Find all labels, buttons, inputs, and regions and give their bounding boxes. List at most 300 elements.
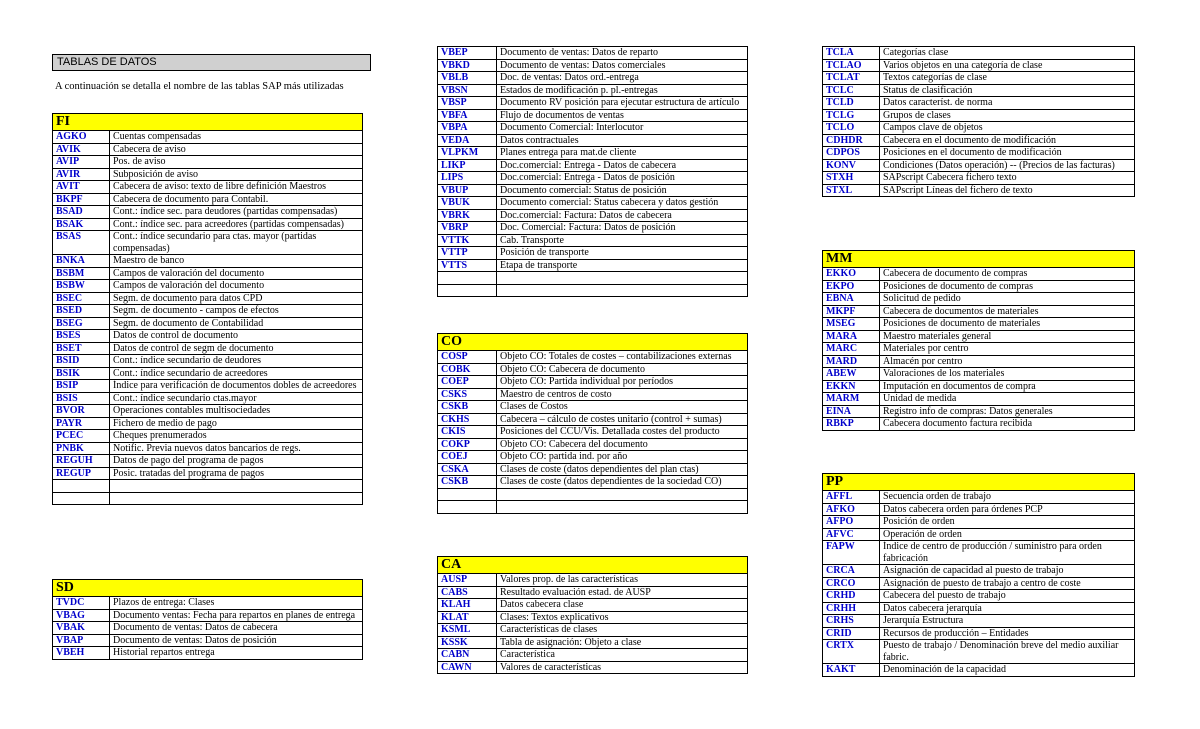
table-description-cell: Característica xyxy=(497,649,748,662)
table-code-cell: AFVC xyxy=(823,528,880,541)
empty-row xyxy=(438,501,748,514)
table-code-cell: VBFA xyxy=(438,109,497,122)
table-description-cell: Cabecera de aviso xyxy=(110,143,363,156)
table-code-cell: KSSK xyxy=(438,636,497,649)
table-code-cell: PAYR xyxy=(53,417,110,430)
table-code-cell: BSBM xyxy=(53,267,110,280)
table-row xyxy=(823,602,1135,615)
section-header-row xyxy=(823,251,1135,268)
table-row xyxy=(823,330,1135,343)
table-description-cell: Campos de valoración del documento xyxy=(110,280,363,293)
section-header-row xyxy=(438,334,748,351)
table-description-cell: Campos clave de objetos xyxy=(880,122,1135,135)
table-description-cell: Valores de características xyxy=(497,661,748,674)
table-row xyxy=(438,388,748,401)
table-row xyxy=(53,405,363,418)
table-row xyxy=(438,611,748,624)
table-code-cell: BKPF xyxy=(53,193,110,206)
table-description-cell: Condiciones (Datos operación) -- (Precios de las facturas) xyxy=(880,159,1135,172)
table-row xyxy=(438,59,748,72)
table-row xyxy=(438,222,748,235)
table-description-cell: Objeto CO: partida ind. por año xyxy=(497,451,748,464)
table-description-cell: Documento comercial: Status de posición xyxy=(497,184,748,197)
table-row xyxy=(53,367,363,380)
table-description-cell: Cabecera de aviso: texto de libre definición Maestros xyxy=(110,181,363,194)
section-header: SD xyxy=(53,580,363,597)
table-code-cell: KLAH xyxy=(438,599,497,612)
table-description-cell: Datos de pago del programa de pagos xyxy=(110,455,363,468)
table-description-cell: Documento de ventas: Datos de reparto xyxy=(497,47,748,60)
table-row xyxy=(438,376,748,389)
table-code-cell: BSEC xyxy=(53,292,110,305)
table-row xyxy=(53,168,363,181)
table-row xyxy=(438,134,748,147)
table-row xyxy=(823,615,1135,628)
table-row xyxy=(438,599,748,612)
table-row xyxy=(823,268,1135,281)
table-row xyxy=(438,451,748,464)
table-description-cell: Cabecera en el documento de modificación xyxy=(880,134,1135,147)
table-description-cell: Status de clasificación xyxy=(880,84,1135,97)
table-row xyxy=(823,184,1135,197)
table-description-cell: Documento Comercial: Interlocutor xyxy=(497,122,748,135)
table-row xyxy=(438,84,748,97)
table-description-cell: Maestro de centros de costo xyxy=(497,388,748,401)
section-table xyxy=(822,250,1135,431)
table-description-cell: Doc. de ventas: Datos ord.-entrega xyxy=(497,72,748,85)
table-description-cell: Clases de Costos xyxy=(497,401,748,414)
table-row xyxy=(53,292,363,305)
table-description-cell: Subposición de aviso xyxy=(110,168,363,181)
table-code-cell: VLPKM xyxy=(438,147,497,160)
table-code-cell: BSAD xyxy=(53,206,110,219)
table-code-cell: TCLD xyxy=(823,97,880,110)
table-row xyxy=(823,491,1135,504)
section-table xyxy=(52,113,363,505)
table-row xyxy=(823,134,1135,147)
table-code-cell: CSKB xyxy=(438,401,497,414)
table-code-cell: ABEW xyxy=(823,368,880,381)
table-row xyxy=(438,661,748,674)
table-code-cell: COEP xyxy=(438,376,497,389)
section-header: CO xyxy=(438,334,748,351)
table-row xyxy=(438,574,748,587)
table-description-cell: Cont.: índice secundario de acreedores xyxy=(110,367,363,380)
empty-cell xyxy=(438,501,497,514)
table-row xyxy=(438,209,748,222)
table-code-cell: MARA xyxy=(823,330,880,343)
empty-row xyxy=(438,488,748,501)
table-row xyxy=(823,541,1135,565)
table-description-cell: Objeto CO: Totales de costes – contabilizaciones externas xyxy=(497,351,748,364)
section-table xyxy=(822,46,1135,197)
table-row xyxy=(438,586,748,599)
table-code-cell: EKKO xyxy=(823,268,880,281)
table-row xyxy=(823,577,1135,590)
table-code-cell: CRTX xyxy=(823,640,880,664)
table-row xyxy=(438,47,748,60)
table-description-cell: Doc.comercial: Entrega - Datos de posición xyxy=(497,172,748,185)
table-code-cell: VEDA xyxy=(438,134,497,147)
table-description-cell: Documento de ventas: Datos de posición xyxy=(110,634,363,647)
table-code-cell: CSKB xyxy=(438,476,497,489)
table-code-cell: CSKS xyxy=(438,388,497,401)
table-code-cell: AUSP xyxy=(438,574,497,587)
table-code-cell: CRCA xyxy=(823,565,880,578)
table-description-cell: Índice para verificación de documentos dobles de acreedores xyxy=(110,380,363,393)
table-row xyxy=(53,622,363,635)
table-row xyxy=(438,172,748,185)
table-row xyxy=(53,156,363,169)
table-row xyxy=(823,627,1135,640)
table-description-cell: Flujo de documentos de ventas xyxy=(497,109,748,122)
table-row xyxy=(823,393,1135,406)
table-description-cell: Maestro materiales general xyxy=(880,330,1135,343)
table-description-cell: Posición de transporte xyxy=(497,247,748,260)
table-description-cell: Características de clases xyxy=(497,624,748,637)
section-header: PP xyxy=(823,474,1135,491)
table-ca xyxy=(437,556,748,674)
table-description-cell: Fichero de medio de pago xyxy=(110,417,363,430)
table-row xyxy=(438,109,748,122)
table-description-cell: SAPscript Líneas del fichero de texto xyxy=(880,184,1135,197)
table-code-cell: VBRP xyxy=(438,222,497,235)
table-code-cell: BSIS xyxy=(53,392,110,405)
table-code-cell: REGUP xyxy=(53,467,110,480)
table-description-cell: Pos. de aviso xyxy=(110,156,363,169)
table-pp xyxy=(822,473,1135,677)
table-code-cell: BSID xyxy=(53,355,110,368)
table-code-cell: MARD xyxy=(823,355,880,368)
table-code-cell: TCLC xyxy=(823,84,880,97)
table-row xyxy=(823,368,1135,381)
table-description-cell: Historial repartos entrega xyxy=(110,647,363,660)
table-row xyxy=(823,72,1135,85)
table-row xyxy=(438,636,748,649)
table-description-cell: Datos cabecera clase xyxy=(497,599,748,612)
table-code-cell: KONV xyxy=(823,159,880,172)
table-row xyxy=(823,503,1135,516)
empty-row xyxy=(53,492,363,505)
table-description-cell: Jerarquía Estructura xyxy=(880,615,1135,628)
table-code-cell: COEJ xyxy=(438,451,497,464)
table-row xyxy=(823,516,1135,529)
table-code-cell: CRHH xyxy=(823,602,880,615)
table-row xyxy=(53,455,363,468)
table-description-cell: Denominación de la capacidad xyxy=(880,664,1135,677)
table-code-cell: VBUP xyxy=(438,184,497,197)
table-code-cell: BSBW xyxy=(53,280,110,293)
table-code-cell: COSP xyxy=(438,351,497,364)
section-table xyxy=(437,333,748,514)
table-code-cell: AFFL xyxy=(823,491,880,504)
section-table xyxy=(822,473,1135,677)
table-description-cell: Objeto CO: Cabecera del documento xyxy=(497,438,748,451)
section-header: FI xyxy=(53,114,363,131)
table-description-cell: Cabecera de documento para Contabil. xyxy=(110,193,363,206)
table-row xyxy=(53,143,363,156)
table-code-cell: VTTP xyxy=(438,247,497,260)
table-code-cell: VBLB xyxy=(438,72,497,85)
table-code-cell: MARM xyxy=(823,393,880,406)
table-row xyxy=(823,305,1135,318)
table-description-cell: Varios objetos en una categoría de clase xyxy=(880,59,1135,72)
table-description-cell: Datos de control de documento xyxy=(110,330,363,343)
table-row xyxy=(438,401,748,414)
table-row xyxy=(823,380,1135,393)
table-description-cell: Cont.: índice secundario para ctas. mayor (partidas compensadas) xyxy=(110,231,363,255)
table-code-cell: VBAG xyxy=(53,609,110,622)
table-description-cell: Valores prop. de las características xyxy=(497,574,748,587)
table-row xyxy=(53,355,363,368)
empty-cell xyxy=(497,501,748,514)
table-row xyxy=(823,47,1135,60)
section-table xyxy=(437,46,748,297)
table-row xyxy=(823,172,1135,185)
table-row xyxy=(53,417,363,430)
table-description-cell: Textos categorías de clase xyxy=(880,72,1135,85)
table-code-cell: AVIT xyxy=(53,181,110,194)
table-code-cell: BSEG xyxy=(53,317,110,330)
table-description-cell: Cont.: índice sec. para acreedores (partidas compensadas) xyxy=(110,218,363,231)
table-code-cell: EBNA xyxy=(823,293,880,306)
section-header: CA xyxy=(438,557,748,574)
table-description-cell: Cont.: índice secundario ctas.mayor xyxy=(110,392,363,405)
table-row xyxy=(438,363,748,376)
table-code-cell: KAKT xyxy=(823,664,880,677)
table-code-cell: VBAK xyxy=(53,622,110,635)
empty-cell xyxy=(497,488,748,501)
table-code-cell: CDHDR xyxy=(823,134,880,147)
table-row xyxy=(53,206,363,219)
table-row xyxy=(438,72,748,85)
table-row xyxy=(438,649,748,662)
table-description-cell: Posición de orden xyxy=(880,516,1135,529)
table-code-cell: VBSP xyxy=(438,97,497,110)
table-row xyxy=(53,305,363,318)
table-row xyxy=(823,355,1135,368)
table-description-cell: Datos característ. de norma xyxy=(880,97,1135,110)
table-code-cell: LIKP xyxy=(438,159,497,172)
table-row xyxy=(53,392,363,405)
table-description-cell: Almacén por centro xyxy=(880,355,1135,368)
table-description-cell: Clases: Textos explicativos xyxy=(497,611,748,624)
table-code-cell: TVDC xyxy=(53,597,110,610)
table-code-cell: TCLA xyxy=(823,47,880,60)
table-code-cell: KSML xyxy=(438,624,497,637)
section-header-row xyxy=(438,557,748,574)
table-description-cell: Estados de modificación p. pl.-entregas xyxy=(497,84,748,97)
section-header-row xyxy=(53,580,363,597)
table-row xyxy=(438,259,748,272)
table-description-cell: Cabecera – cálculo de costes unitario (control + sumas) xyxy=(497,413,748,426)
table-code-cell: CABS xyxy=(438,586,497,599)
table-description-cell: Datos de control de segm de documento xyxy=(110,342,363,355)
table-code-cell: BNKA xyxy=(53,255,110,268)
table-description-cell: Datos cabecera orden para órdenes PCP xyxy=(880,503,1135,516)
table-code-cell: AGKO xyxy=(53,131,110,144)
table-description-cell: Cont.: índice secundario de deudores xyxy=(110,355,363,368)
table-row xyxy=(438,122,748,135)
table-code-cell: STXL xyxy=(823,184,880,197)
table-row xyxy=(823,159,1135,172)
section-header-row xyxy=(53,114,363,131)
table-row xyxy=(53,380,363,393)
table-code-cell: TCLAT xyxy=(823,72,880,85)
table-description-cell: Documento RV posición para ejecutar estructura de artículo xyxy=(497,97,748,110)
table-code-cell: VBSN xyxy=(438,84,497,97)
table-row xyxy=(823,405,1135,418)
table-code-cell: AFKO xyxy=(823,503,880,516)
table-code-cell: CAWN xyxy=(438,661,497,674)
table-description-cell: Cabecera de documento de compras xyxy=(880,268,1135,281)
table-code-cell: BSIK xyxy=(53,367,110,380)
table-description-cell: Doc.comercial: Factura: Datos de cabecera xyxy=(497,209,748,222)
table-description-cell: Solicitud de pedido xyxy=(880,293,1135,306)
table-description-cell: Plazos de entrega: Clases xyxy=(110,597,363,610)
table-sd-continued xyxy=(437,46,748,297)
table-row xyxy=(53,255,363,268)
empty-cell xyxy=(497,284,748,297)
table-row xyxy=(53,330,363,343)
table-description-cell: Etapa de transporte xyxy=(497,259,748,272)
table-row xyxy=(53,609,363,622)
intro-text: A continuación se detalla el nombre de las tablas SAP más utilizadas xyxy=(55,81,344,92)
table-row xyxy=(438,197,748,210)
table-code-cell: MKPF xyxy=(823,305,880,318)
table-description-cell: Clases de coste (datos dependientes de la sociedad CO) xyxy=(497,476,748,489)
table-description-cell: Notific. Previa nuevos datos bancarios de regs. xyxy=(110,442,363,455)
table-description-cell: Puesto de trabajo / Denominación breve del medio auxiliar fabric. xyxy=(880,640,1135,664)
table-description-cell: Datos cabecera jerarquía xyxy=(880,602,1135,615)
table-description-cell: Objeto CO: Cabecera de documento xyxy=(497,363,748,376)
table-description-cell: Documento ventas: Fecha para repartos en planes de entrega xyxy=(110,609,363,622)
table-row xyxy=(53,634,363,647)
table-code-cell: BSAK xyxy=(53,218,110,231)
table-row xyxy=(53,280,363,293)
table-row xyxy=(438,234,748,247)
table-code-cell: CKIS xyxy=(438,426,497,439)
empty-cell xyxy=(438,284,497,297)
table-description-cell: Unidad de medida xyxy=(880,393,1135,406)
table-code-cell: TCLG xyxy=(823,109,880,122)
table-row xyxy=(438,147,748,160)
table-row xyxy=(53,267,363,280)
table-row xyxy=(823,109,1135,122)
table-row xyxy=(438,413,748,426)
table-description-cell: Operación de orden xyxy=(880,528,1135,541)
table-mm xyxy=(822,250,1135,431)
table-code-cell: AFPO xyxy=(823,516,880,529)
table-description-cell: Grupos de clases xyxy=(880,109,1135,122)
table-row xyxy=(823,280,1135,293)
table-description-cell: Clases de coste (datos dependientes del plan ctas) xyxy=(497,463,748,476)
table-code-cell: VBPA xyxy=(438,122,497,135)
table-description-cell: Registro info de compras: Datos generales xyxy=(880,405,1135,418)
table-code-cell: FAPW xyxy=(823,541,880,565)
table-row xyxy=(438,184,748,197)
table-row xyxy=(823,147,1135,160)
table-row xyxy=(53,442,363,455)
table-row xyxy=(53,218,363,231)
table-code-cell: AVIK xyxy=(53,143,110,156)
table-code-cell: TCLAO xyxy=(823,59,880,72)
table-description-cell: Doc. Comercial: Factura: Datos de posición xyxy=(497,222,748,235)
table-row xyxy=(823,122,1135,135)
table-description-cell: Cabecera documento factura recibida xyxy=(880,418,1135,431)
table-description-cell: Cheques prenumerados xyxy=(110,430,363,443)
table-row xyxy=(53,131,363,144)
table-row xyxy=(438,247,748,260)
table-row xyxy=(438,438,748,451)
empty-cell xyxy=(110,492,363,505)
table-row xyxy=(823,590,1135,603)
table-code-cell: CRHD xyxy=(823,590,880,603)
table-row xyxy=(53,467,363,480)
table-description-cell: Valoraciones de los materiales xyxy=(880,368,1135,381)
table-row xyxy=(438,159,748,172)
table-row xyxy=(53,647,363,660)
table-description-cell: Recursos de producción – Entidades xyxy=(880,627,1135,640)
table-row xyxy=(823,293,1135,306)
table-code-cell: BSIP xyxy=(53,380,110,393)
table-description-cell: Cabecera del puesto de trabajo xyxy=(880,590,1135,603)
table-code-cell: VBUK xyxy=(438,197,497,210)
table-code-cell: CABN xyxy=(438,649,497,662)
table-description-cell: Asignación de puesto de trabajo a centro de coste xyxy=(880,577,1135,590)
table-code-cell: AVIR xyxy=(53,168,110,181)
empty-cell xyxy=(438,488,497,501)
table-description-cell: Datos contractuales xyxy=(497,134,748,147)
table-description-cell: Doc.comercial: Entrega - Datos de cabecera xyxy=(497,159,748,172)
table-row xyxy=(53,193,363,206)
table-code-cell: EKKN xyxy=(823,380,880,393)
table-code-cell: KLAT xyxy=(438,611,497,624)
table-row xyxy=(823,528,1135,541)
table-row xyxy=(53,317,363,330)
table-code-cell: MSEG xyxy=(823,318,880,331)
table-row xyxy=(53,181,363,194)
table-code-cell: AVIP xyxy=(53,156,110,169)
section-header: MM xyxy=(823,251,1135,268)
table-code-cell: MARC xyxy=(823,343,880,356)
table-description-cell: Segm. de documento de Contabilidad xyxy=(110,317,363,330)
table-description-cell: Cuentas compensadas xyxy=(110,131,363,144)
table-description-cell: Posiciones del CCU/Vis. Detallada costes del producto xyxy=(497,426,748,439)
table-description-cell: Posiciones en el documento de modificación xyxy=(880,147,1135,160)
empty-cell xyxy=(110,480,363,493)
table-row xyxy=(823,318,1135,331)
table-description-cell: Índice de centro de producción / suministro para orden fabricación xyxy=(880,541,1135,565)
table-code-cell: CKHS xyxy=(438,413,497,426)
table-row xyxy=(823,97,1135,110)
table-code-cell: REGUH xyxy=(53,455,110,468)
table-description-cell: Materiales por centro xyxy=(880,343,1135,356)
table-code-cell: PNBK xyxy=(53,442,110,455)
table-row xyxy=(53,430,363,443)
table-description-cell: Segm. de documento - campos de efectos xyxy=(110,305,363,318)
table-code-cell: BVOR xyxy=(53,405,110,418)
table-description-cell: Campos de valoración del documento xyxy=(110,267,363,280)
table-code-cell: RBKP xyxy=(823,418,880,431)
table-description-cell: Documento comercial: Status cabecera y datos gestión xyxy=(497,197,748,210)
table-row xyxy=(53,231,363,255)
table-code-cell: VBRK xyxy=(438,209,497,222)
table-row xyxy=(823,343,1135,356)
empty-cell xyxy=(438,272,497,285)
empty-cell xyxy=(497,272,748,285)
empty-cell xyxy=(53,480,110,493)
